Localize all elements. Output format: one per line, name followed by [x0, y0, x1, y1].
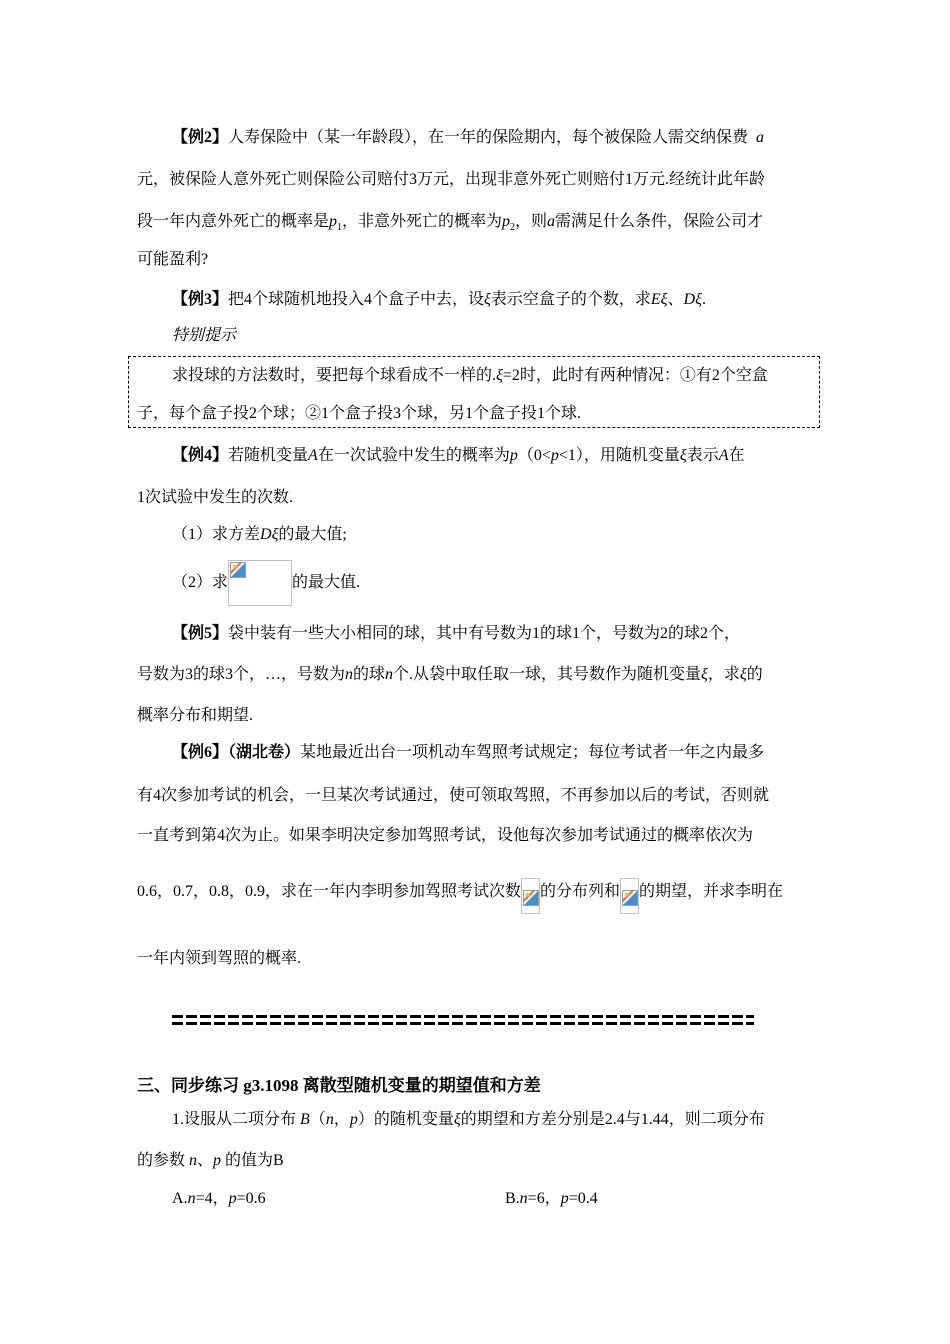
ex6-line-1: 【例6】（湖北卷）某地最近出台一项机动车驾照考试规定；每位考试者一年之内最多 — [172, 744, 765, 761]
broken-image-icon — [523, 890, 539, 906]
ex6-tag: 【例6】 — [172, 744, 229, 761]
xi-image-placeholder — [620, 878, 639, 914]
ex5-tag: 【例5】 — [172, 625, 229, 642]
ex4-q1: （1）求方差Dξ的最大值; — [172, 526, 347, 543]
ex6-line-3: 一直考到第4次为止。如果李明决定参加驾照考试，设他每次参加考试通过的概率依次为 — [137, 827, 754, 844]
ex6-source: （湖北卷） — [228, 744, 301, 761]
xi-image-placeholder — [521, 878, 540, 914]
ex4-tag: 【例4】 — [172, 447, 229, 464]
ex2-line-4: 可能盈利? — [137, 251, 209, 268]
q1-option-a: A.n=4，p=0.6 — [172, 1190, 266, 1207]
double-dash-separator — [172, 1013, 754, 1027]
broken-image-icon — [230, 562, 246, 578]
ex5-line-1: 【例5】袋中装有一些大小相同的球，其中有号数为1的球1个，号数为2的球2个， — [172, 625, 741, 642]
q1-line-1: 1.设服从二项分布 B（n，p）的随机变量ξ的期望和方差分别是2.4与1.44，则二项分布 — [172, 1111, 765, 1128]
ex2-line-1: 【例2】人寿保险中（某一年龄段），在一年的保险期内，每个被保险人需交纳保费 a — [172, 129, 765, 146]
section-heading: 三、同步练习 g3.1098 离散型随机变量的期望值和方差 — [137, 1076, 541, 1095]
ex2-line-3: 段一年内意外死亡的概率是$p_1$，非意外死亡的概率为$p_2$，则a需满足什么条件，保险公司才 — [137, 213, 764, 234]
formula-image-placeholder — [228, 560, 292, 606]
ex3-line: 【例3】把4个球随机地投入4个盒子中去，设ξ表示空盒子的个数，求Eξ、Dξ. — [172, 291, 706, 308]
hint-line-2: 子，每个盒子投2个球；②1个盒子投3个球，另1个盒子投1个球. — [137, 405, 582, 422]
ex5-line-2: 号数为3的球3个，…，号数为n的球n个.从袋中取任取一球，其号数作为随机变量ξ，求ξ的 — [137, 666, 763, 683]
hint-line-1: 求投球的方法数时，要把每个球看成不一样的.ξ=2时，此时有两种情况：①有2个空盒 — [172, 367, 768, 384]
broken-image-icon — [622, 890, 638, 906]
ex4-line-1: 【例4】若随机变量A在一次试验中发生的概率为p（0<p<1），用随机变量ξ表示A在 — [172, 447, 745, 464]
ex4-line-2: 1次试验中发生的次数. — [137, 489, 294, 506]
ex5-line-3: 概率分布和期望. — [137, 707, 254, 724]
ex3-tag: 【例3】 — [172, 291, 229, 308]
ex2-tag: 【例2】 — [172, 129, 229, 146]
hint-title: 特别提示 — [172, 327, 237, 344]
ex6-line-2: 有4次参加考试的机会，一旦某次考试通过，使可领取驾照，不再参加以后的考试，否则就 — [137, 787, 770, 804]
ex6-line-5: 一年内领到驾照的概率. — [137, 950, 302, 967]
q1-option-b: B.n=6，p=0.4 — [505, 1190, 598, 1207]
ex2-line-2: 元，被保险人意外死亡则保险公司赔付3万元，出现非意外死亡则赔付1万元.经统计此年龄 — [137, 171, 766, 188]
q1-line-2: 的参数 n、p 的值为B — [137, 1152, 284, 1169]
ex4-q2: （2）求 的最大值. — [172, 560, 360, 608]
ex6-line-4: 0.6，0.7，0.8，0.9，求在一年内李明参加驾照考试次数 的分布列和 的期望，并求李明在 — [137, 878, 783, 914]
